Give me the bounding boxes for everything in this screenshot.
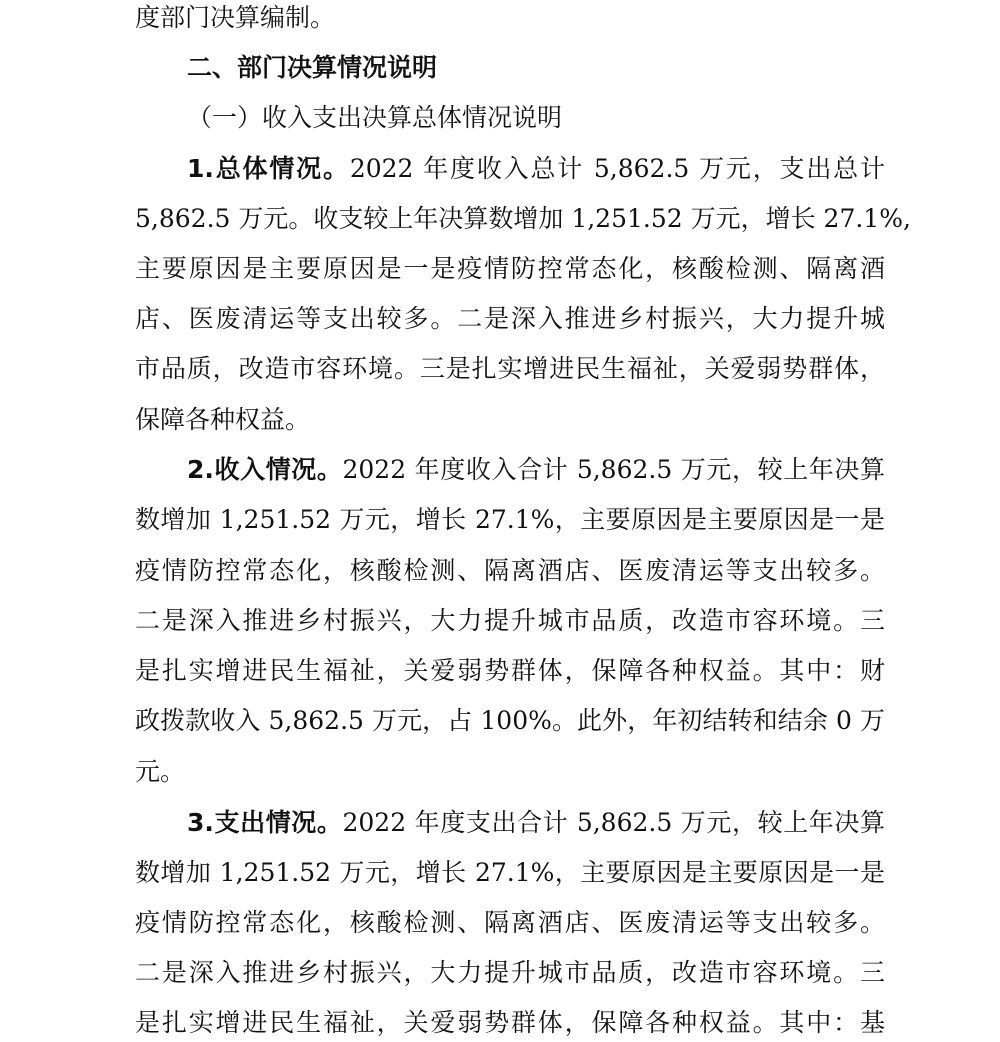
paragraph-line: 5,862.5 万元。收支较上年决算数增加 1,251.52 万元，增长 27.1%, [135,204,911,233]
paragraph-line: 保障各种权益。 [135,405,311,434]
paragraph-line [187,808,885,838]
paragraph-line: 店、医废清运等支出较多。二是深入推进乡村振兴，大力提升城 [135,304,885,333]
paragraph-line: 是扎实增进民生福祉，关爱弱势群体，保障各种权益。其中：基 [135,1008,885,1037]
text-line: 度部门决算编制。 [135,3,336,32]
paragraph-line: 二是深入推进乡村振兴，大力提升城市品质，改造市容环境。三 [135,958,885,987]
paragraph-line: 元。 [135,757,186,786]
paragraph-line: 数增加 1,251.52 万元，增长 27.1%，主要原因是主要原因是一是 [135,858,885,887]
paragraph-lead: 1.总体情况。 [187,154,350,183]
paragraph-line: 市品质，改造市容环境。三是扎实增进民生福祉，关爱弱势群体， [135,354,885,383]
paragraph-text: 2022 年度收入总计 5,862.5 万元，支出总计 [349,154,885,183]
paragraph-line [187,154,885,184]
subsection-heading: （一）收入支出决算总体情况说明 [187,103,563,132]
paragraph-text: 2022 年度支出合计 5,862.5 万元，较上年决算 [342,808,885,837]
paragraph-lead: 3.支出情况。 [187,808,343,837]
paragraph-line: 疫情防控常态化，核酸检测、隔离酒店、医废清运等支出较多。 [135,556,885,585]
section-heading: 二、部门决算情况说明 [187,53,438,82]
paragraph-line: 疫情防控常态化，核酸检测、隔离酒店、医废清运等支出较多。 [135,908,885,937]
paragraph-line: 数增加 1,251.52 万元，增长 27.1%，主要原因是主要原因是一是 [135,505,885,534]
paragraph-line: 主要原因是主要原因是一是疫情防控常态化，核酸检测、隔离酒 [135,254,885,283]
paragraph-line: 是扎实增进民生福祉，关爱弱势群体，保障各种权益。其中：财 [135,656,885,685]
paragraph-line: 政拨款收入 5,862.5 万元，占 100%。此外，年初结转和结余 0 万 [135,706,885,735]
paragraph-line: 二是深入推进乡村振兴，大力提升城市品质，改造市容环境。三 [135,606,885,635]
paragraph-line [187,455,885,485]
paragraph-lead: 2.收入情况。 [187,455,343,484]
paragraph-text: 2022 年度收入合计 5,862.5 万元，较上年决算 [342,455,885,484]
